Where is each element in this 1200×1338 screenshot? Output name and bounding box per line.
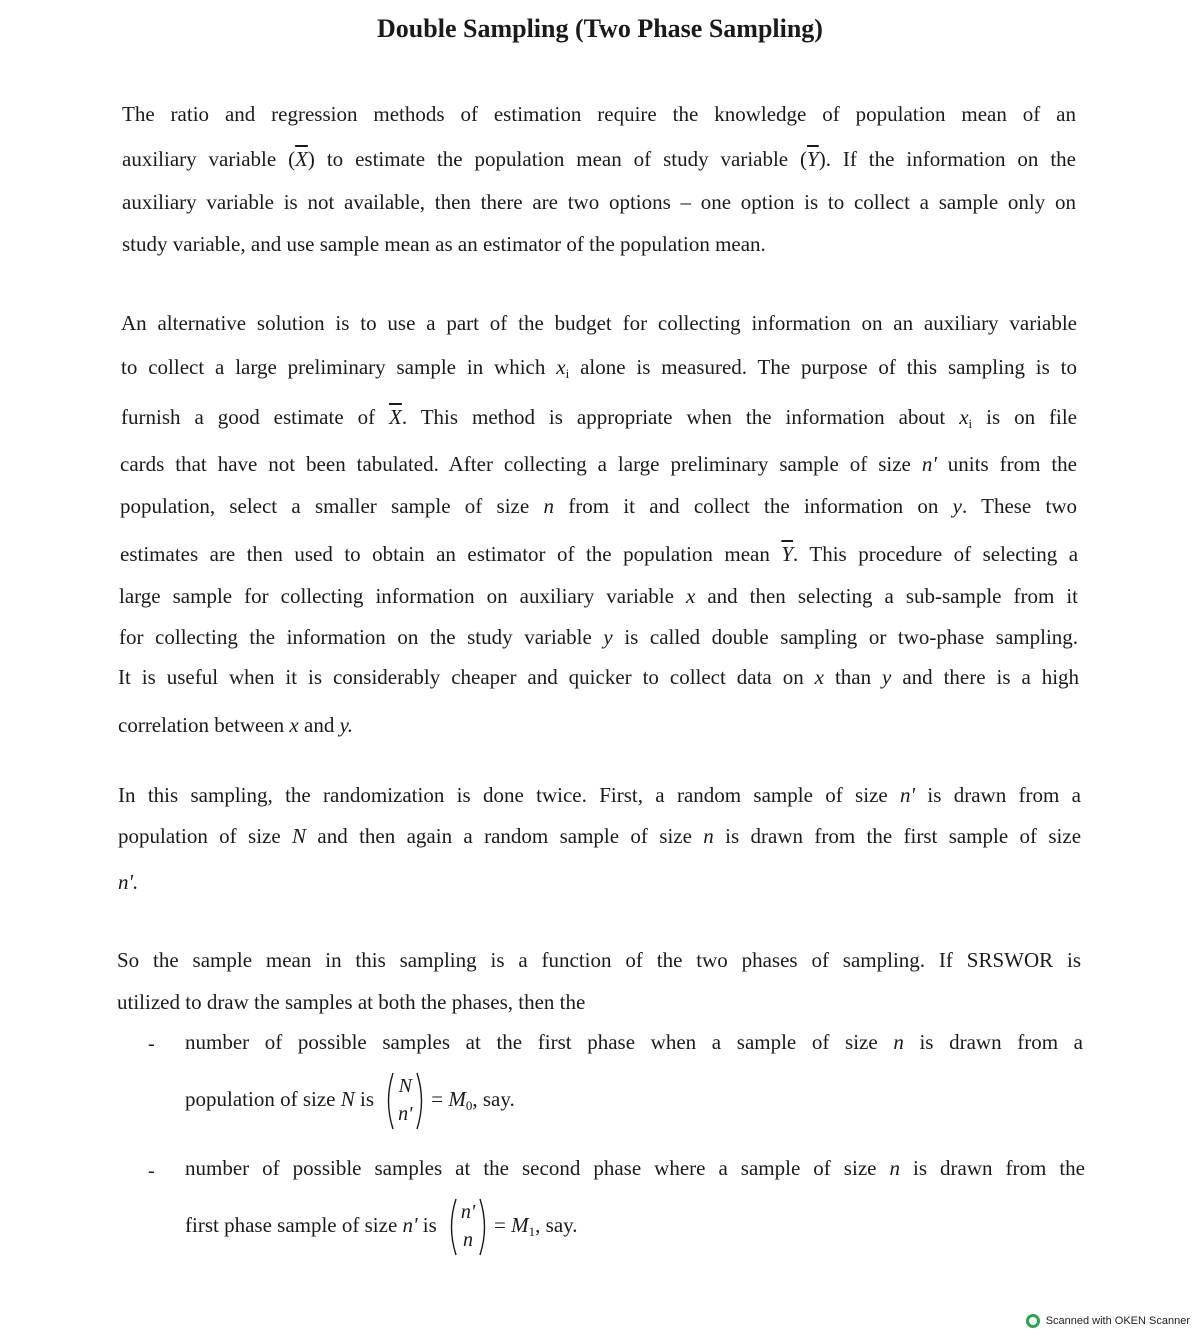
bullet-dash: - xyxy=(148,1033,155,1055)
scanner-logo-icon xyxy=(1026,1314,1040,1328)
text-line: cards that have not been tabulated. After collecting a large preliminary sample of size n' units from the xyxy=(120,452,1078,476)
bullet-dash: - xyxy=(148,1160,155,1182)
text-line: population, select a smaller sample of size n from it and collect the information on y. These two xyxy=(120,494,1078,518)
text-line: number of possible samples at the second phase where a sample of size n is drawn from the xyxy=(185,1156,1085,1180)
text-line: number of possible samples at the first phase when a sample of size n is drawn from a xyxy=(185,1030,1083,1054)
text-line: n'. xyxy=(118,870,139,894)
text-line: furnish a good estimate of $\overline{X}$. This method is appropriate when the information about $x_i$ is on file xyxy=(121,405,1078,431)
formula-line: first phase sample of size n' is n' n = $M_1$, say. xyxy=(185,1197,578,1257)
text-line: In this sampling, the randomization is done twice. First, a random sample of size n' is drawn from a xyxy=(118,783,1081,807)
text-line: auxiliary variable is not available, then there are two options – one option is to collect a sample only on xyxy=(122,190,1076,214)
formula-line: population of size N is N n' = $M_0$, say. xyxy=(185,1071,515,1131)
text-line: for collecting the information on the study variable y is called double sampling or two-phase sampling. xyxy=(119,625,1079,649)
text-line: It is useful when it is considerably cheaper and quicker to collect data on x than y and there is a high xyxy=(118,665,1080,689)
binomial-coefficient: N n' xyxy=(383,1071,427,1131)
text-line: to collect a large preliminary sample in which $x_i$ alone is measured. The purpose of this sampling is to xyxy=(121,355,1078,381)
binomial-coefficient: n' n xyxy=(446,1197,490,1257)
page-title: Double Sampling (Two Phase Sampling) xyxy=(377,14,823,43)
text-line: correlation between x and y. xyxy=(118,713,353,737)
scanner-watermark xyxy=(1026,1314,1190,1328)
text-line: population of size N and then again a random sample of size n is drawn from the first sample of size xyxy=(118,824,1082,848)
text-line: The ratio and regression methods of estimation require the knowledge of population mean of an xyxy=(122,102,1076,126)
text-line: study variable, and use sample mean as an estimator of the population mean. xyxy=(122,232,766,256)
text-line: large sample for collecting information on auxiliary variable x and then selecting a sub-sample from it xyxy=(119,584,1079,608)
text-line: An alternative solution is to use a part of the budget for collecting information on an auxiliary variable xyxy=(121,311,1077,335)
watermark-text: Scanned with OKEN Scanner xyxy=(1045,1315,1190,1327)
text-line: auxiliary variable $(\overline{X})$ to estimate the population mean of study variable $(\overline{Y})$. If the information on the xyxy=(122,147,1076,171)
text-line: So the sample mean in this sampling is a function of the two phases of sampling. If SRSWOR is xyxy=(117,948,1081,972)
text-line: utilized to draw the samples at both the phases, then the xyxy=(117,990,586,1014)
text-line: estimates are then used to obtain an estimator of the population mean $\overline{Y}$. This procedure of selecting a xyxy=(120,542,1079,566)
